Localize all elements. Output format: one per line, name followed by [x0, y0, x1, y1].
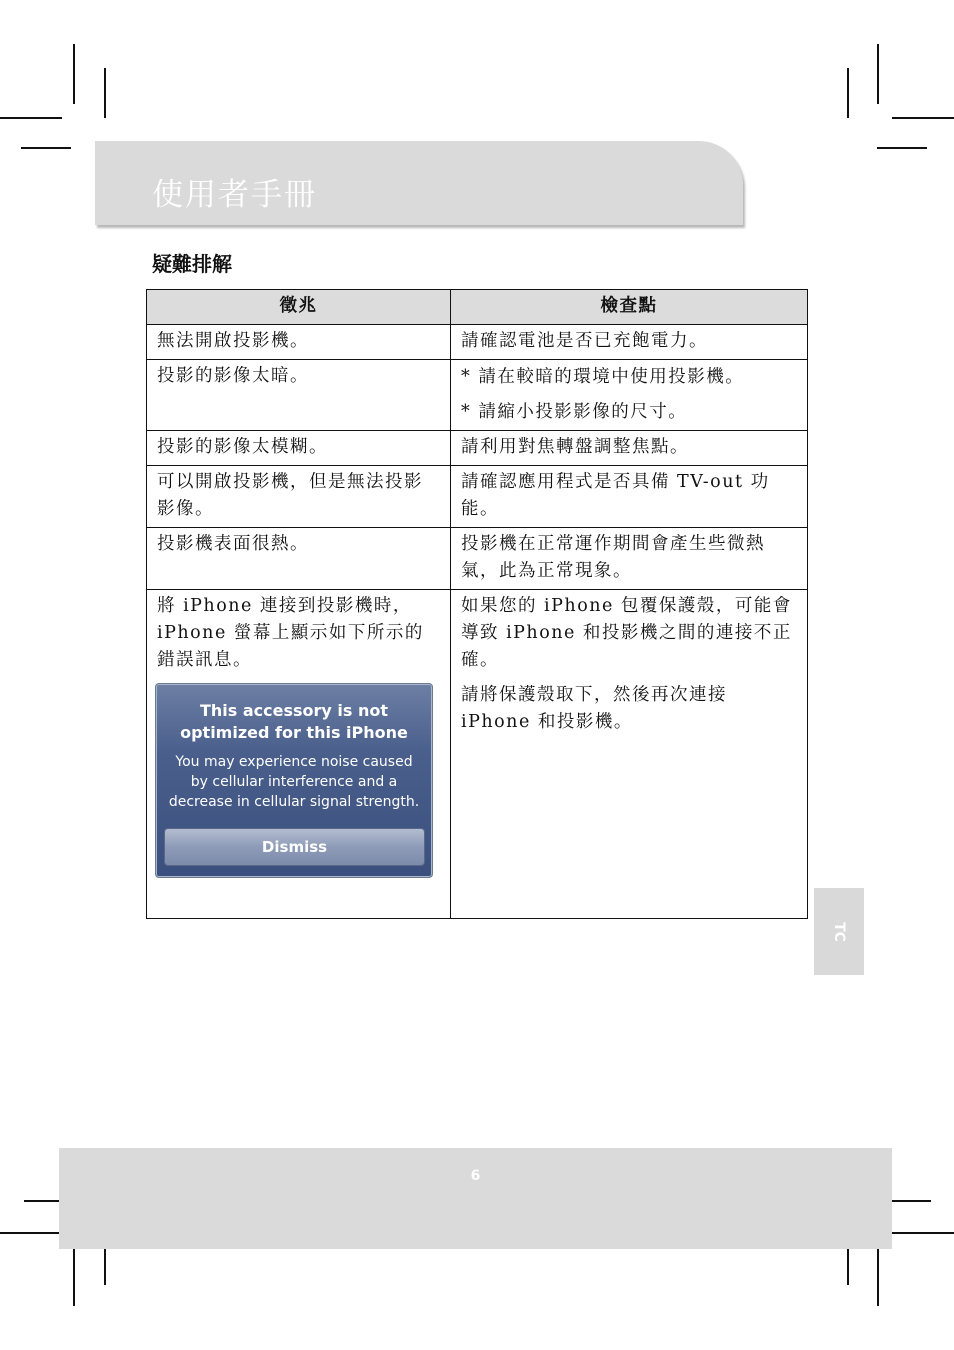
header-band [95, 141, 743, 225]
table-header-row [147, 290, 808, 325]
troubleshooting-table [146, 289, 808, 919]
alert-title [156, 700, 432, 744]
alert-title-line: optimized for this iPhone [180, 723, 408, 742]
crop-mark [877, 147, 927, 149]
alert-message [160, 752, 428, 812]
column-header-check: 檢查點 [451, 290, 808, 325]
check-text: 請利用對焦轉盤調整焦點。 [461, 437, 689, 457]
alert-message-line: by cellular interference and a [190, 774, 398, 790]
symptom-cell: 投影的影像太暗。 [147, 360, 451, 431]
manual-title: 使用者手冊 [152, 177, 317, 213]
table-row [147, 528, 808, 590]
page-number: 6 [470, 1168, 481, 1184]
crop-mark [892, 117, 954, 119]
crop-mark [0, 1232, 62, 1234]
footer-band [59, 1148, 892, 1249]
check-text: 請確認應用程式是否具備 TV-out 功能。 [461, 472, 770, 519]
crop-mark [847, 68, 849, 118]
symptom-cell: 投影的影像太模糊。 [147, 431, 451, 466]
crop-mark [73, 44, 75, 104]
language-tab [814, 888, 864, 975]
check-cell [451, 590, 808, 919]
check-cell [451, 325, 808, 360]
crop-mark [877, 44, 879, 104]
check-cell [451, 528, 808, 590]
check-cell [451, 431, 808, 466]
crop-mark [21, 147, 71, 149]
crop-mark [877, 1246, 879, 1306]
column-header-symptom: 徵兆 [147, 290, 451, 325]
symptom-text: 將 iPhone 連接到投影機時，iPhone 螢幕上顯示如下所示的錯誤訊息。 [157, 596, 424, 670]
alert-message-line: decrease in cellular signal strength. [168, 794, 420, 810]
check-cell [451, 360, 808, 431]
symptom-cell [147, 590, 451, 919]
check-text: 如果您的 iPhone 包覆保護殼，可能會導致 iPhone 和投影機之間的連接不正確。 [461, 596, 792, 670]
check-cell [451, 466, 808, 528]
alert-message-line: You may experience noise caused [175, 754, 413, 770]
crop-mark [0, 117, 62, 119]
symptom-cell: 可以開啟投影機，但是無法投影影像。 [147, 466, 451, 528]
language-tab-label: TC [831, 921, 847, 942]
check-text: 請將保護殼取下，然後再次連接 iPhone 和投影機。 [461, 685, 727, 732]
crop-mark [892, 1232, 954, 1234]
check-text: 投影機在正常運作期間會產生些微熱氣，此為正常現象。 [461, 534, 765, 581]
iphone-alert-screenshot [155, 683, 433, 878]
crop-mark [73, 1246, 75, 1306]
check-text: 請確認電池是否已充飽電力。 [461, 331, 708, 351]
table-row [147, 590, 808, 919]
table-row [147, 360, 808, 431]
symptom-cell: 投影機表面很熱。 [147, 528, 451, 590]
crop-mark [104, 68, 106, 118]
section-title: 疑難排解 [152, 252, 232, 276]
table-row [147, 466, 808, 528]
alert-title-line: This accessory is not [199, 701, 389, 720]
check-bullet: * 請縮小投影影像的尺寸。 [461, 402, 688, 422]
table-row [147, 325, 808, 360]
alert-dismiss-button: Dismiss [164, 828, 425, 866]
symptom-cell: 無法開啟投影機。 [147, 325, 451, 360]
check-bullet: * 請在較暗的環境中使用投影機。 [461, 367, 745, 387]
table-row [147, 431, 808, 466]
